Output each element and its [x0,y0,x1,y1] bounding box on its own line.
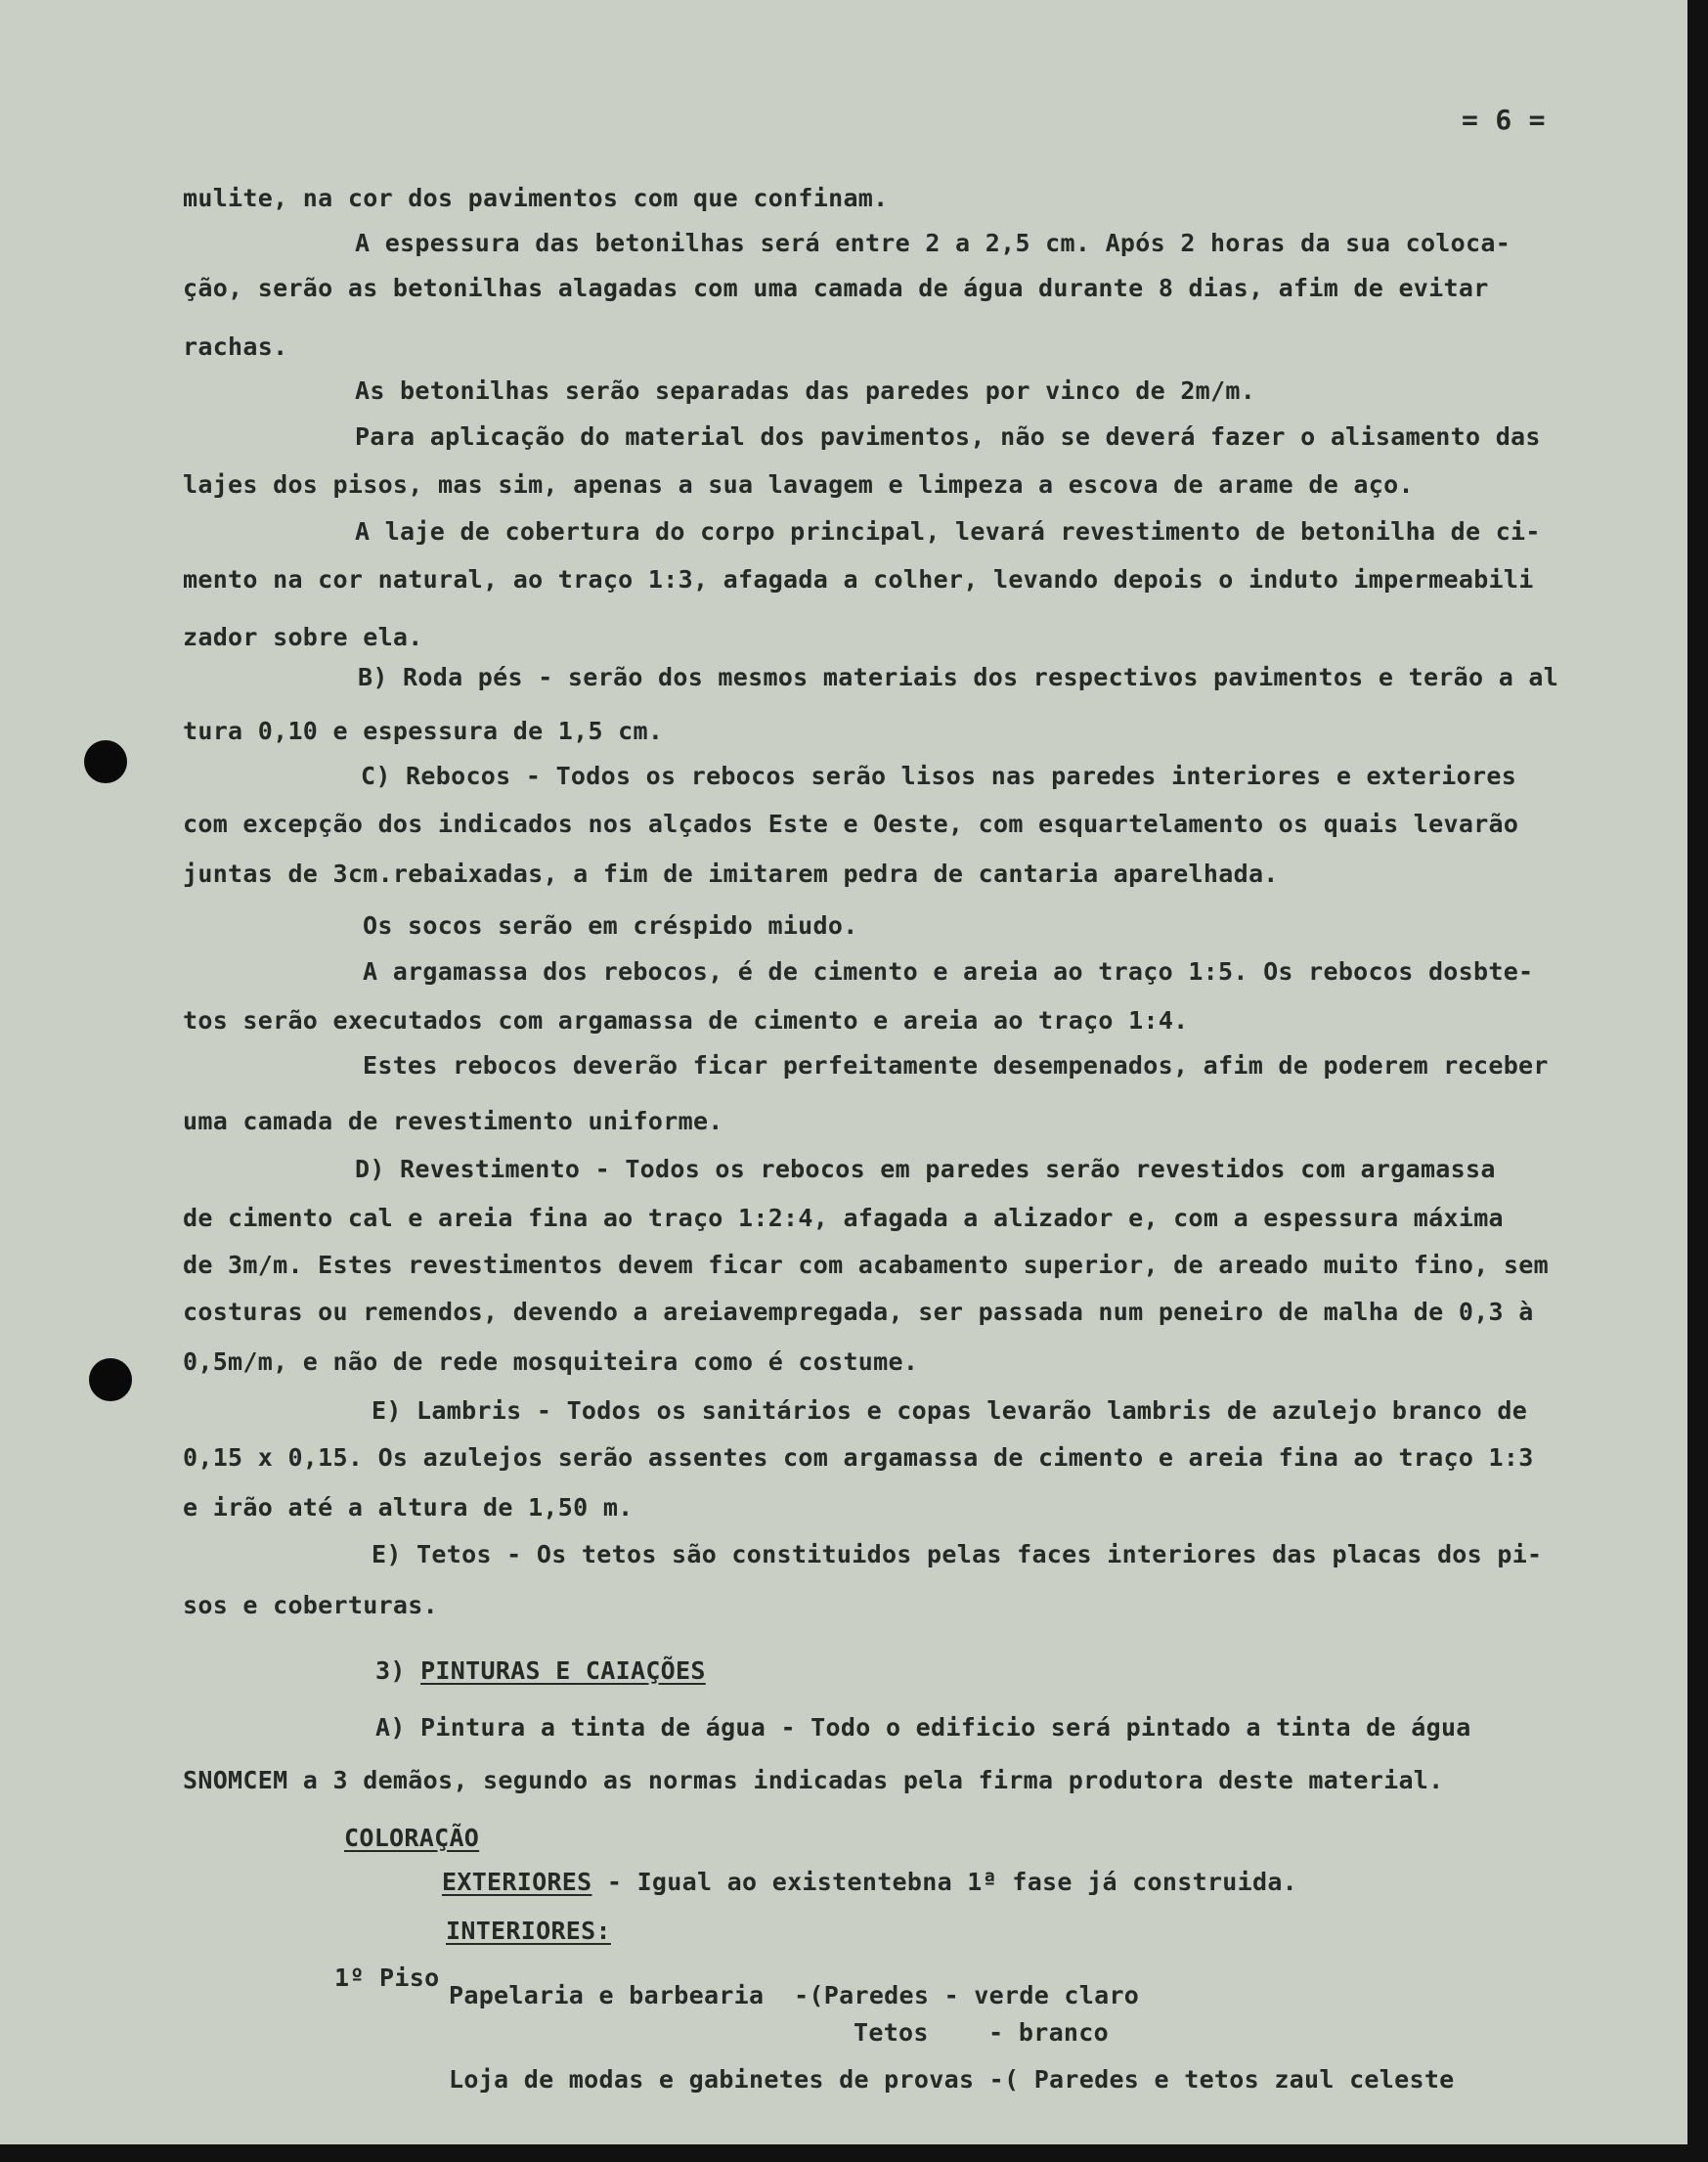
text-line: lajes dos pisos, mas sim, apenas a sua lavagem e limpeza a escova de arame de aço. [183,470,1414,499]
text-line: Loja de modas e gabinetes de provas -( Paredes e tetos zaul celeste [449,2065,1455,2094]
text-line: Tetos - branco [854,2018,1109,2047]
exteriores-label: EXTERIORES [442,1868,592,1896]
text-line: tura 0,10 e espessura de 1,5 cm. [183,717,664,745]
text-line: sos e coberturas. [183,1591,438,1619]
text-line: 0,5m/m, e não de rede mosquiteira como é costume. [183,1347,919,1376]
text-line: B) Roda pés - serão dos mesmos materiais dos respectivos pavimentos e terão a al [358,663,1559,691]
text-line: SNOMCEM a 3 demãos, segundo as normas indicadas pela firma produtora deste material. [183,1766,1444,1794]
page-number: = 6 = [1462,104,1546,136]
exteriores-line [442,1868,1297,1897]
exteriores-text: - Igual ao existentebna 1ª fase já construida. [591,1868,1298,1896]
text-line: C) Rebocos - Todos os rebocos serão lisos nas paredes interiores e exteriores [361,762,1517,790]
subheading-interiores: INTERIORES: [446,1917,611,1945]
text-line: costuras ou remendos, devendo a areiavempregada, ser passada num peneiro de malha de 0,3 à [183,1298,1534,1326]
text-line: 0,15 x 0,15. Os azulejos serão assentes com argamassa de cimento e areia fina ao traço 1:3 [183,1443,1534,1472]
text-line: rachas. [183,332,288,361]
text-line: Para aplicação do material dos pavimentos, não se deverá fazer o alisamento das [355,422,1541,451]
floor-label: 1º Piso [334,1963,440,1992]
text-line: zador sobre ela. [183,623,423,651]
text-line: A espessura das betonilhas será entre 2 a 2,5 cm. Após 2 horas da sua coloca- [355,229,1511,257]
text-line: A) Pintura a tinta de água - Todo o edificio será pintado a tinta de água [375,1713,1471,1742]
text-line: E) Tetos - Os tetos são constituidos pelas faces interiores das placas dos pi- [372,1540,1543,1568]
text-line: As betonilhas serão separadas das paredes por vinco de 2m/m. [355,376,1256,405]
text-line: E) Lambris - Todos os sanitários e copas levarão lambris de azulejo branco de [372,1396,1528,1425]
text-line: A argamassa dos rebocos, é de cimento e areia ao traço 1:5. Os rebocos dosbte- [363,957,1534,986]
text-line: de 3m/m. Estes revestimentos devem ficar com acabamento superior, de areado muito fino, sem [183,1251,1549,1279]
punch-hole [84,740,127,783]
text-line: mulite, na cor dos pavimentos com que confinam. [183,184,889,212]
text-line: com excepção dos indicados nos alçados Este e Oeste, com esquartelamento os quais levarão [183,810,1519,838]
text-line: e irão até a altura de 1,50 m. [183,1493,634,1522]
text-line: Estes rebocos deverão ficar perfeitamente desempenados, afim de poderem receber [363,1051,1549,1080]
section-heading: 3) PINTURAS E CAIAÇÕES [375,1656,706,1685]
text-line: juntas de 3cm.rebaixadas, a fim de imitarem pedra de cantaria aparelhada. [183,860,1279,888]
text-line: ção, serão as betonilhas alagadas com uma camada de água durante 8 dias, afim de evitar [183,274,1489,302]
punch-hole [89,1358,132,1401]
text-line: Os socos serão em créspido miudo. [363,911,858,940]
text-line: A laje de cobertura do corpo principal, levará revestimento de betonilha de ci- [355,517,1541,546]
section-title: PINTURAS E CAIAÇÕES [420,1656,706,1685]
text-line: D) Revestimento - Todos os rebocos em paredes serão revestidos com argamassa [355,1155,1496,1183]
text-line: tos serão executados com argamassa de cimento e areia ao traço 1:4. [183,1006,1189,1035]
text-line: de cimento cal e areia fina ao traço 1:2:4, afagada a alizador e, com a espessura máxima [183,1204,1504,1232]
text-line: Papelaria e barbearia -(Paredes - verde claro [449,1981,1140,2009]
text-line: mento na cor natural, ao traço 1:3, afagada a colher, levando depois o induto impermeabili [183,565,1534,594]
subheading-coloracao: COLORAÇÃO [344,1824,480,1852]
text-line: uma camada de revestimento uniforme. [183,1107,723,1135]
